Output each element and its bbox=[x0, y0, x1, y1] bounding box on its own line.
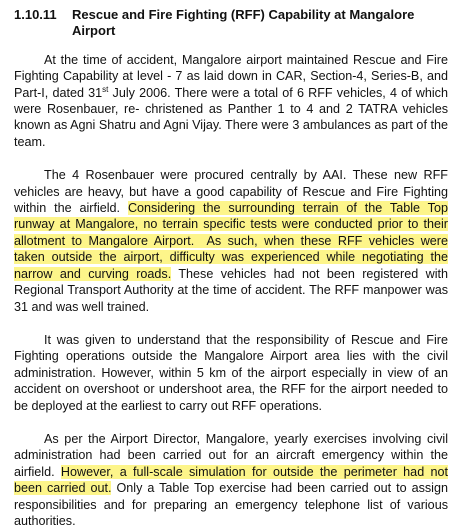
section-title: Rescue and Fire Fighting (RFF) Capability at Mangalore Airport bbox=[72, 7, 415, 39]
highlighted-text: Considering the surrounding terrain of the Table Top runway at Mangalore, no terrain specific tests were conducted prior to their allotment to Mangalore Airport. bbox=[14, 201, 448, 248]
highlighted-text: However, a full-scale simulation for outside the perimeter had not been carried out. bbox=[14, 464, 448, 496]
highlighted-text: As such, when these RFF vehicles were taken outside the airport, difficulty was experienced while negotiating the narrow and curving roads. bbox=[14, 233, 448, 281]
highlight-gap bbox=[194, 234, 206, 248]
paragraph-civil-administration bbox=[14, 332, 448, 414]
paragraph-text: At the time of accident, Mangalore airport maintained Rescue and Fire Fighting Capability at level - 7 as laid down in CAR, Section-4, Series-B, and Part-I, dated 31 bbox=[14, 52, 448, 100]
paragraph-text: The 4 Rosenbauer were procured centrally by AAI. These new RFF vehicles are heavy, but have a good capability of Rescue and Fire Fighting within the airfield. bbox=[14, 168, 448, 216]
paragraph-rosenbauer bbox=[14, 167, 448, 315]
section-number: 1.10.11 bbox=[14, 7, 57, 22]
section-heading bbox=[14, 7, 448, 40]
paragraph-text: These vehicles had not been registered with Regional Transport Authority at the time of accident. The RFF manpower was 31 and was well trained. bbox=[14, 266, 448, 314]
paragraph-exercises bbox=[14, 431, 448, 529]
paragraph-text: Only a Table Top exercise had been carried out to assign responsibilities and for preparing an emergency telephone list of various authorities. bbox=[14, 481, 448, 528]
paragraph-text: July 2006. There were a total of 6 RFF vehicles, 4 of which were Rosenbauer, re- christened as Panther 1 to 4 and 2 TATRA vehicles known as Agni Shatru and Agni Vijay. There were 3 ambulances as part of the team. bbox=[14, 85, 448, 149]
paragraph-text: It was given to understand that the responsibility of Rescue and Fire Fighting operations outside the Mangalore Airport area lies with the civil administration. However, within 5 km of the airport especially in view of an accident on overshoot or undershoot area, the RFF for the airport needed to be deployed at the earliest to carry out RFF operations. bbox=[14, 332, 448, 413]
paragraph-rff-level bbox=[14, 52, 448, 150]
paragraph-text: As per the Airport Director, Mangalore, yearly exercises involving civil administration had been carried out for an aircraft emergency within the airfield. bbox=[14, 431, 448, 479]
superscript-st: st bbox=[102, 84, 109, 94]
